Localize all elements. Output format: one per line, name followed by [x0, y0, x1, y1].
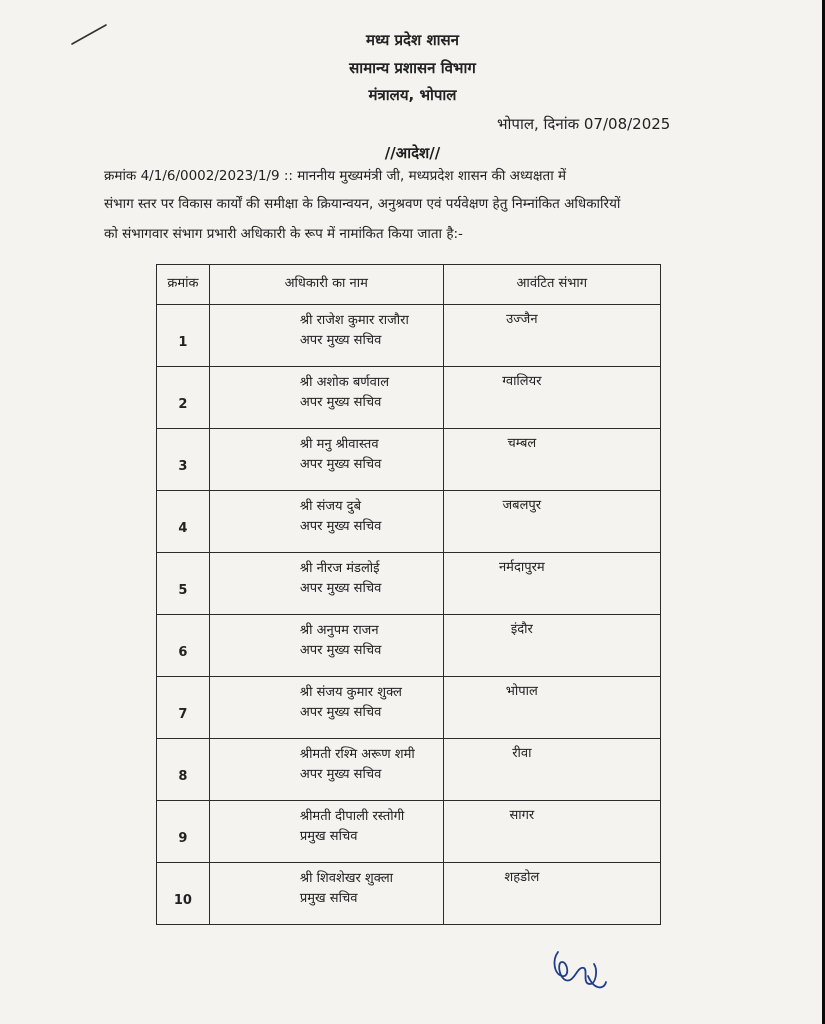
row-officer — [209, 429, 443, 491]
row-serial: 1 — [157, 305, 210, 367]
row-serial: 7 — [157, 677, 210, 739]
row-serial: 4 — [157, 491, 210, 553]
officer-designation: अपर मुख्य सचिव — [299, 457, 382, 472]
table-row — [157, 677, 661, 739]
row-officer — [209, 863, 443, 925]
row-officer — [209, 305, 443, 367]
officer-designation: प्रमुख सचिव — [299, 829, 358, 844]
row-division: इंदौर — [443, 615, 660, 677]
body-line-1: क्रमांक 4/1/6/0002/2023/1/9 :: माननीय मुख्यमंत्री जी, मध्यप्रदेश शासन की अध्यक्षता में — [104, 168, 567, 184]
row-division: उज्जैन — [443, 305, 660, 367]
table-row — [157, 863, 661, 925]
signature — [548, 940, 608, 996]
table-row — [157, 739, 661, 801]
row-serial: 2 — [157, 367, 210, 429]
officer-designation: अपर मुख्य सचिव — [299, 643, 382, 658]
row-division: नर्मदापुरम — [443, 553, 660, 615]
officer-designation: अपर मुख्य सचिव — [299, 705, 382, 720]
row-division: चम्बल — [443, 429, 660, 491]
row-division: ग्वालियर — [443, 367, 660, 429]
header-serial: क्रमांक — [157, 265, 210, 305]
row-officer — [209, 553, 443, 615]
officer-name: श्री मनु श्रीवास्तव — [299, 437, 379, 452]
table-row — [157, 305, 661, 367]
officer-designation: अपर मुख्य सचिव — [299, 767, 382, 782]
table-row — [157, 491, 661, 553]
table-row — [157, 801, 661, 863]
row-serial: 5 — [157, 553, 210, 615]
table-row — [157, 367, 661, 429]
officer-name: श्री संजय दुबे — [299, 499, 361, 514]
table-header-row — [157, 265, 661, 305]
row-division: जबलपुर — [443, 491, 660, 553]
row-serial: 3 — [157, 429, 210, 491]
header-government: मध्य प्रदेश शासन — [365, 31, 459, 49]
row-serial: 9 — [157, 801, 210, 863]
row-serial: 6 — [157, 615, 210, 677]
row-division: भोपाल — [443, 677, 660, 739]
table-row — [157, 553, 661, 615]
officer-name: श्री अशोक बर्णवाल — [299, 375, 390, 390]
header-department: सामान्य प्रशासन विभाग — [349, 59, 476, 77]
officer-name: श्री राजेश कुमार राजौरा — [299, 313, 409, 328]
row-officer — [209, 801, 443, 863]
allocation-table — [156, 264, 661, 925]
date-line: भोपाल, दिनांक 07/08/2025 — [497, 115, 671, 133]
row-division: शहडोल — [443, 863, 660, 925]
officer-name: श्री अनुपम राजन — [299, 623, 379, 638]
row-serial: 8 — [157, 739, 210, 801]
row-officer — [209, 739, 443, 801]
officer-name: श्री नीरज मंडलोई — [299, 561, 380, 576]
table-row — [157, 429, 661, 491]
header-officer-name: अधिकारी का नाम — [209, 265, 443, 305]
officer-designation: अपर मुख्य सचिव — [299, 581, 382, 596]
officer-name: श्रीमती रश्मि अरूण शमी — [299, 747, 415, 762]
row-officer — [209, 491, 443, 553]
officer-name: श्री संजय कुमार शुक्ल — [299, 685, 402, 700]
row-division: सागर — [443, 801, 660, 863]
row-officer — [209, 367, 443, 429]
officer-designation: प्रमुख सचिव — [299, 891, 358, 906]
header-office: मंत्रालय, भोपाल — [368, 86, 457, 104]
officer-designation: अपर मुख्य सचिव — [299, 519, 382, 534]
row-officer — [209, 677, 443, 739]
body-line-2: संभाग स्तर पर विकास कार्यों की समीक्षा के क्रियान्वयन, अनुश्रवण एवं पर्यवेक्षण हेतु निम्नांकित अधिकारियों — [104, 196, 621, 212]
officer-name: श्रीमती दीपाली रस्तोगी — [299, 809, 405, 824]
officer-name: श्री शिवशेखर शुक्ला — [299, 871, 394, 886]
row-serial: 10 — [157, 863, 210, 925]
header-division: आवंटित संभाग — [443, 265, 660, 305]
row-officer — [209, 615, 443, 677]
officer-designation: अपर मुख्य सचिव — [299, 333, 382, 348]
order-title: //आदेश// — [384, 144, 441, 162]
body-line-3: को संभागवार संभाग प्रभारी अधिकारी के रूप में नामांकित किया जाता है:- — [104, 226, 463, 242]
table-row — [157, 615, 661, 677]
officer-designation: अपर मुख्य सचिव — [299, 395, 382, 410]
row-division: रीवा — [443, 739, 660, 801]
